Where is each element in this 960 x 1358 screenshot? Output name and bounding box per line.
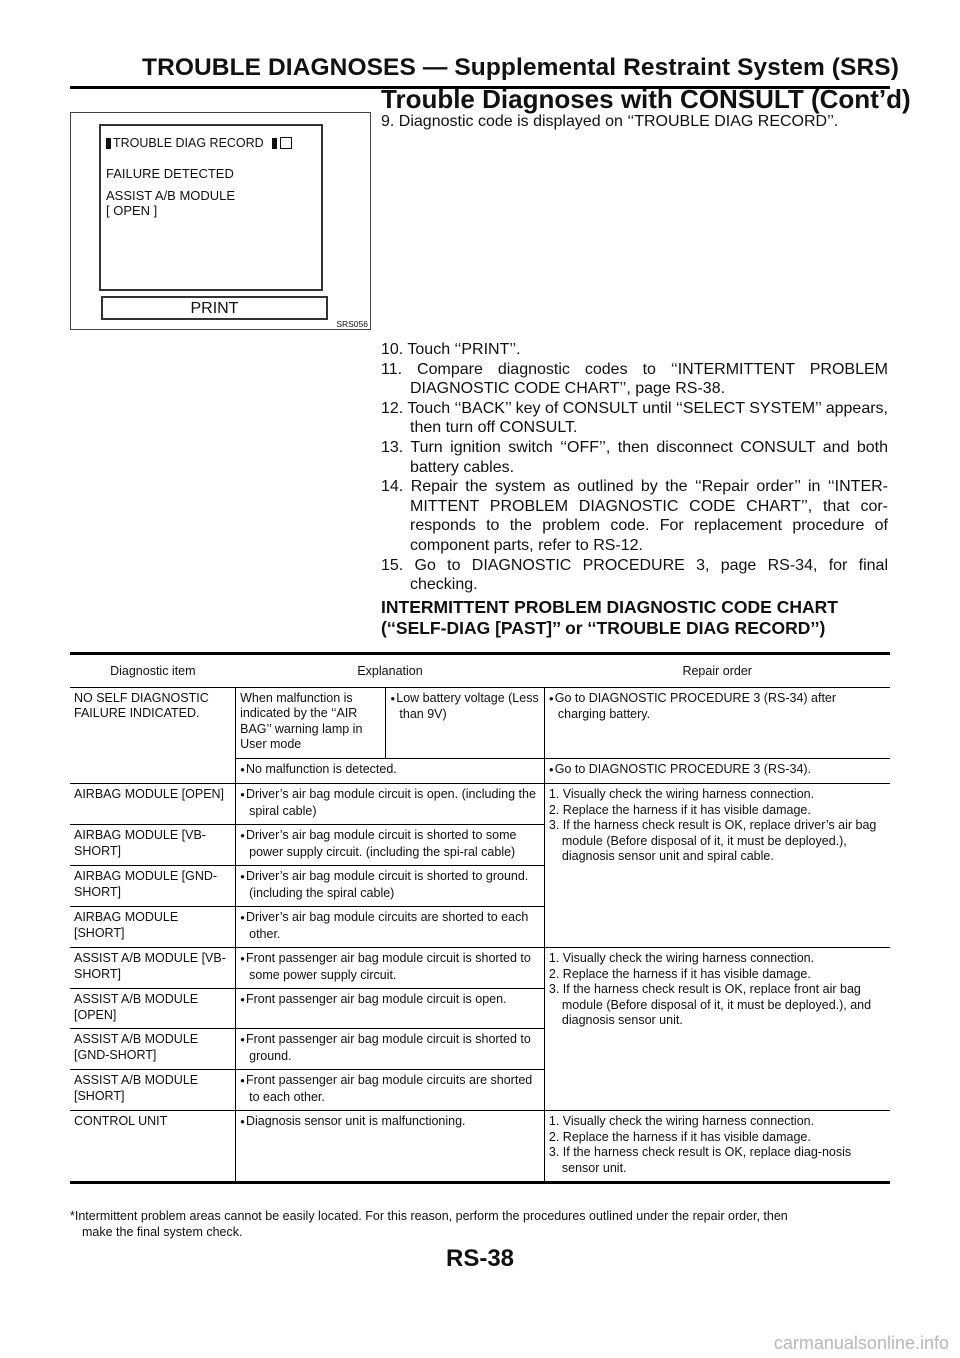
column-header: Explanation [236, 654, 545, 688]
bullet-text: ● Driver’s air bag module circuit is open. (including the spiral cable) [240, 787, 540, 819]
explanation [236, 907, 545, 948]
explanation [386, 687, 544, 758]
bullet-text: ● Driver’s air bag module circuit is shorted to ground. (including the spiral cable) [240, 869, 540, 901]
section-title-line1: INTERMITTENT PROBLEM DIAGNOSTIC CODE CHART [381, 597, 838, 617]
explanation [236, 948, 545, 989]
section-title-line2: (‘‘SELF-DIAG [PAST]’’ or ‘‘TROUBLE DIAG RECORD’’) [381, 618, 826, 638]
column-header: Diagnostic item [70, 654, 236, 688]
step-15: 15. Go to DIAGNOSTIC PROCEDURE 3, page RS-34, for final checking. [381, 556, 888, 594]
repair-order [544, 758, 890, 784]
bullet-text: ● Front passenger air bag module circuit is shorted to ground. [240, 1032, 540, 1064]
repair-order [544, 948, 890, 1111]
step-10: 10. Touch ‘‘PRINT’’. [381, 341, 521, 358]
page-number: RS-38 [445, 1245, 515, 1272]
print-button[interactable]: PRINT [101, 296, 328, 320]
bullet-text: ● Driver’s air bag module circuit is shorted to some power supply circuit. (including the spi-ral cable) [240, 828, 540, 860]
screen-line-status: [ OPEN ] [106, 203, 158, 218]
step-12: 12. Touch ‘‘BACK’’ key of CONSULT until ‘‘SELECT SYSTEM’’ appears, then turn off CONSULT. [381, 399, 888, 437]
section-title [381, 597, 838, 639]
diagnostic-item: ASSIST A/B MODULE [SHORT] [70, 1070, 236, 1111]
figure-code: SRS056 [336, 319, 368, 329]
repair-step: 2. Replace the harness if it has visible damage. [548, 802, 811, 817]
repair-step: 1. Visually check the wiring harness connection. [548, 1114, 815, 1128]
column-header: Repair order [544, 654, 890, 688]
step-11: 11. Compare diagnostic codes to ‘‘INTERMITTENT PROBLEM DIAGNOSTIC CODE CHART’’, page RS-38. [381, 360, 888, 398]
bullet-text: ● Driver’s air bag module circuits are shorted to each other. [240, 910, 540, 942]
screen-line-failure: FAILURE DETECTED [106, 166, 234, 181]
diagnostic-code-chart [70, 652, 890, 1184]
repair-step: 3. If the harness check result is OK, replace diag-nosis sensor unit. [548, 1145, 852, 1175]
block-icon [106, 138, 111, 149]
repair-step: 3. If the harness check result is OK, replace driver’s air bag module (Before disposal of it, it must be deployed.), diagnosis sensor unit and spiral cable. [548, 818, 877, 863]
diagnostic-item: ASSIST A/B MODULE [GND-SHORT] [70, 1029, 236, 1070]
diagnostic-item: ASSIST A/B MODULE [OPEN] [70, 989, 236, 1029]
repair-order [544, 1111, 890, 1183]
explanation [236, 1111, 545, 1183]
explanation [236, 866, 545, 907]
explanation [236, 784, 545, 825]
diagnostic-item: CONTROL UNIT [70, 1111, 236, 1183]
footnote-line1: *Intermittent problem areas cannot be easily located. For this reason, perform the procedures outlined under the repair order, then [70, 1209, 788, 1223]
repair-order [544, 784, 890, 948]
bullet-text: ● Front passenger air bag module circuit is shorted to some power supply circuit. [240, 951, 540, 983]
diagnostic-item: AIRBAG MODULE [VB-SHORT] [70, 825, 236, 866]
watermark: carmanualsonline.info [773, 1333, 949, 1353]
repair-step: 2. Replace the harness if it has visible damage. [548, 1129, 811, 1144]
diagnostic-item: ASSIST A/B MODULE [VB-SHORT] [70, 948, 236, 989]
bullet-text: ● Diagnosis sensor unit is malfunctioning. [240, 1114, 540, 1131]
step-13: 13. Turn ignition switch ‘‘OFF’’, then disconnect CONSULT and both battery cables. [381, 438, 888, 476]
consult-display [99, 124, 323, 291]
repair-step: 2. Replace the harness if it has visible damage. [548, 966, 811, 981]
screen-line-module: ASSIST A/B MODULE [106, 188, 236, 203]
repair-order [544, 687, 890, 758]
bullet-text: ● No malfunction is detected. [240, 762, 540, 779]
bullet-text: ● Go to DIAGNOSTIC PROCEDURE 3 (RS-34) after charging battery. [549, 691, 886, 723]
repair-step: 1. Visually check the wiring harness connection. [548, 951, 815, 965]
bullet-text: ● Front passenger air bag module circuit is open. [240, 992, 540, 1009]
table-row [70, 948, 890, 989]
screen-title-bar [106, 136, 292, 150]
footnote-line2: make the final system check. [82, 1224, 243, 1239]
table-row [70, 784, 890, 825]
table-row [70, 687, 890, 758]
bullet-text: ● Low battery voltage (Less than 9V) [390, 691, 539, 723]
bullet-text: ● Go to DIAGNOSTIC PROCEDURE 3 (RS-34). [549, 762, 886, 779]
table-row [70, 1111, 890, 1183]
diagnostic-item: NO SELF DIAGNOSTIC FAILURE INDICATED. [70, 687, 236, 784]
table-header-row [70, 654, 890, 688]
explanation [236, 825, 545, 866]
repair-step: 3. If the harness check result is OK, replace front air bag module (Before disposal of it, it must be deployed.), and diagnosis sensor unit. [548, 982, 872, 1027]
repair-step: 1. Visually check the wiring harness connection. [548, 787, 815, 801]
page-subtitle: Trouble Diagnoses with CONSULT (Cont’d) [381, 84, 911, 114]
diagnostic-item: AIRBAG MODULE [OPEN] [70, 784, 236, 825]
consult-screen-figure [70, 112, 371, 330]
explanation [236, 758, 545, 784]
diagnostic-item: AIRBAG MODULE [GND-SHORT] [70, 866, 236, 907]
section-header-title: TROUBLE DIAGNOSES — Supplemental Restraint System (SRS) [142, 54, 899, 81]
explanation: When malfunction is indicated by the ‘‘AIR BAG’’ warning lamp in User mode [236, 687, 386, 758]
explanation [236, 1029, 545, 1070]
explanation [236, 1070, 545, 1111]
steps-list [381, 340, 888, 595]
box-icon [280, 137, 292, 149]
block-icon [272, 138, 277, 149]
step-14: 14. Repair the system as outlined by the ‘‘Repair order’’ in ‘‘INTER-MITTENT PROBLEM DIAGNOSTIC CODE CHART’’, that cor-responds to the problem code. For replacement procedure of component parts, refer to RS-12. [381, 478, 888, 554]
step-9: 9. Diagnostic code is displayed on ‘‘TROUBLE DIAG RECORD’’. [381, 113, 839, 130]
explanation [236, 989, 545, 1029]
screen-title: TROUBLE DIAG RECORD [113, 136, 264, 150]
footnote [70, 1209, 890, 1240]
bullet-text: ● Front passenger air bag module circuits are shorted to each other. [240, 1073, 540, 1105]
diagnostic-item: AIRBAG MODULE [SHORT] [70, 907, 236, 948]
